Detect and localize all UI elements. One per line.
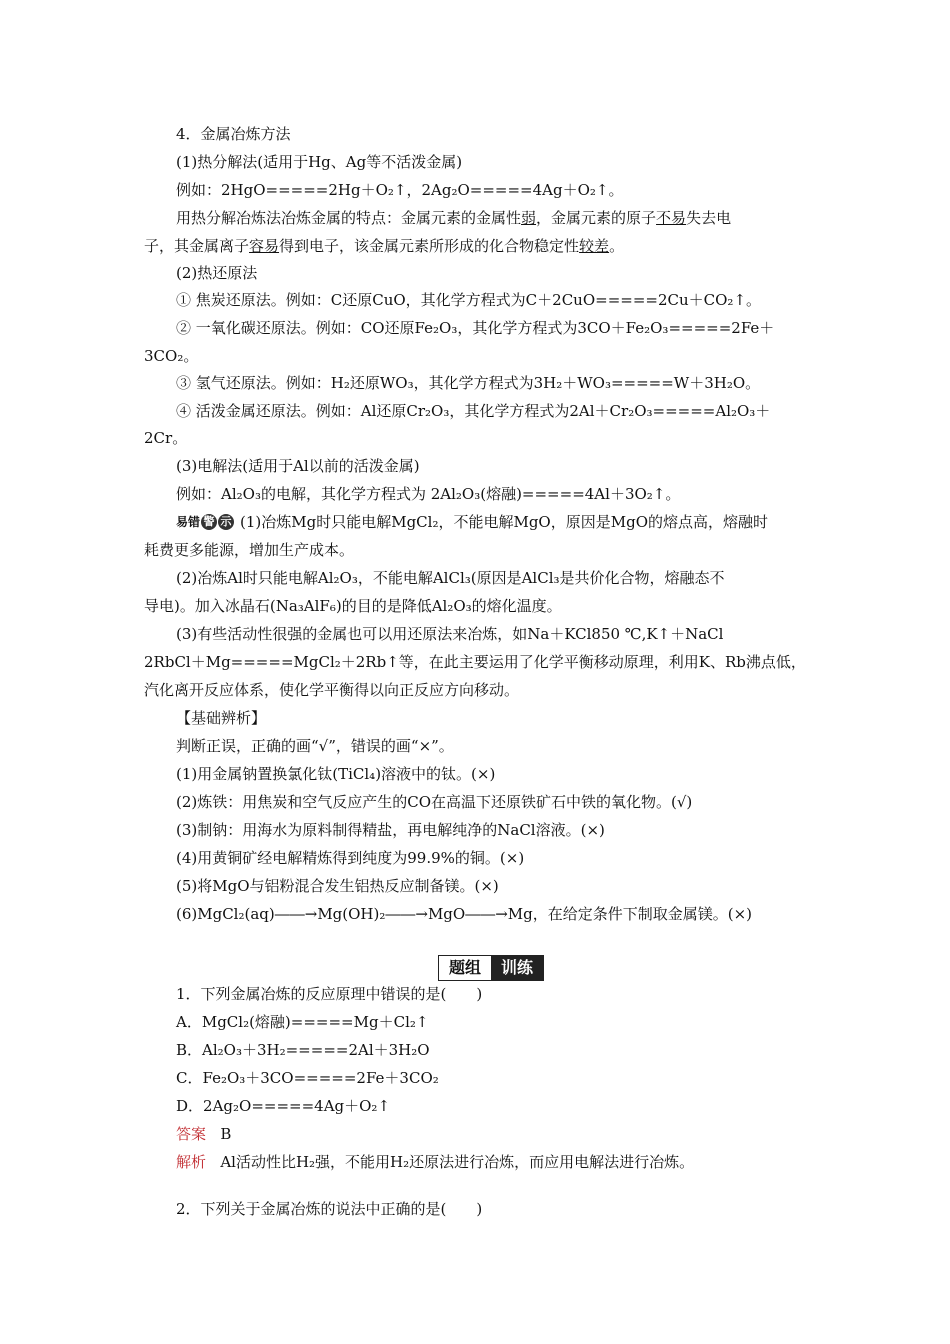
reduction-hydrogen: ③ 氢气还原法。例如：H₂还原WO₃，其化学方程式为3H₂＋WO₃=====W＋3H₂O。	[176, 374, 761, 392]
basic-analysis-title: 【基础辨析】	[176, 709, 267, 727]
analysis-label: 解析	[176, 1153, 207, 1171]
reduction-co-line-2: 3CO₂。	[144, 347, 199, 365]
exercise-banner	[438, 955, 544, 981]
question-1-answer	[176, 1124, 231, 1144]
electrolysis-example: 例如：Al₂O₃的电解，其化学方程式为 2Al₂O₃(熔融)=====4Al＋3O₂↑。	[176, 485, 681, 503]
reduction-active-metal-line-2: 2Cr。	[144, 429, 188, 447]
question-1-option-a: A．MgCl₂(熔融)=====Mg＋Cl₂↑	[176, 1013, 429, 1031]
subheading-electrolysis: (3)电解法(适用于Al以前的活泼金属)	[176, 457, 420, 475]
analysis-text: Al活动性比H₂强，不能用H₂还原法进行冶炼，而应用电解法进行冶炼。	[220, 1153, 695, 1171]
subheading-thermal-reduction: (2)热还原法	[176, 264, 258, 282]
section-title: 4．金属冶炼方法	[176, 125, 291, 143]
answer-label: 答案	[176, 1125, 207, 1143]
reduction-active-metal-line-1: ④ 活泼金属还原法。例如：Al还原Cr₂O₃，其化学方程式为2Al＋Cr₂O₃=====Al₂O₃＋	[176, 402, 771, 420]
subheading-thermal-decomposition: (1)热分解法(适用于Hg、Ag等不活泼金属)	[176, 153, 463, 171]
basic-item: (3)制钠：用海水为原料制得精盐，再电解纯净的NaCl溶液。(×)	[176, 821, 605, 839]
warning-line-4: 导电)。加入冰晶石(Na₃AlF₆)的目的是降低Al₂O₃的熔化温度。	[144, 597, 562, 615]
feature-line-1: 用热分解冶炼法冶炼金属的特点：金属元素的金属性弱，金属元素的原子不易失去电	[176, 209, 732, 227]
reduction-co-line-1: ② 一氧化碳还原法。例如：CO还原Fe₂O₃，其化学方程式为3CO＋Fe₂O₃=====2Fe＋	[176, 319, 775, 337]
basic-item: (4)用黄铜矿经电解精炼得到纯度为99.9%的铜。(×)	[176, 849, 525, 867]
question-1-option-b: B．Al₂O₃＋3H₂=====2Al＋3H₂O	[176, 1041, 430, 1059]
basic-instruction: 判断正误，正确的画“√”，错误的画“×”。	[176, 737, 454, 755]
question-1-option-c: C．Fe₂O₃＋3CO=====2Fe＋3CO₂	[176, 1069, 439, 1087]
reduction-carbon: ① 焦炭还原法。例如：C还原CuO，其化学方程式为C＋2CuO=====2Cu＋CO₂↑。	[176, 291, 762, 309]
warning-circle-icon: 警	[201, 514, 217, 530]
blank-answer: 不易	[656, 209, 687, 227]
feature-line-2: 子，其金属离子容易得到电子，该金属元素所形成的化合物稳定性较差。	[144, 237, 625, 255]
basic-item: (6)MgCl₂(aq)――→Mg(OH)₂――→MgO――→Mg，在给定条件下制取金属镁。(×)	[176, 905, 752, 923]
warning-line-5: (3)有些活动性很强的金属也可以用还原法来冶炼，如Na＋KCl850 ℃,K↑＋NaCl	[176, 625, 724, 643]
answer-value: B	[220, 1125, 232, 1143]
basic-item: (2)炼铁：用焦炭和空气反应产生的CO在高温下还原铁矿石中铁的氧化物。(√)	[176, 793, 693, 811]
blank-answer: 弱	[521, 209, 537, 227]
warning-line-6: 2RbCl＋Mg=====MgCl₂＋2Rb↑等，在此主要运用了化学平衡移动原理，利用K、Rb沸点低，	[144, 653, 806, 671]
warning-line-2: 耗费更多能源，增加生产成本。	[144, 541, 355, 559]
warning-badge: 易错 警 示	[176, 512, 234, 532]
question-1-stem: 1．下列金属冶炼的反应原理中错误的是( )	[176, 985, 483, 1003]
warning-line-1: 易错 警 示 (1)冶炼Mg时只能电解MgCl₂，不能电解MgO，原因是MgO的熔点高，熔融时	[176, 513, 768, 531]
blank-answer: 容易	[249, 237, 280, 255]
question-1-option-d: D．2Ag₂O=====4Ag＋O₂↑	[176, 1097, 391, 1115]
banner-left: 题组	[448, 958, 481, 977]
warning-line-3: (2)冶炼Al时只能电解Al₂O₃，不能电解AlCl₃(原因是AlCl₃是共价化合物，熔融态不	[176, 569, 725, 587]
warning-line-7: 汽化离开反应体系，使化学平衡得以向正反应方向移动。	[144, 681, 520, 699]
blank-answer: 较差	[579, 237, 610, 255]
question-1-analysis	[176, 1152, 694, 1172]
warning-circle-icon: 示	[218, 514, 234, 530]
question-2-stem: 2．下列关于金属冶炼的说法中正确的是( )	[176, 1200, 483, 1218]
basic-item: (1)用金属钠置换氯化钛(TiCl₄)溶液中的钛。(×)	[176, 765, 496, 783]
example-line: 例如：2HgO=====2Hg＋O₂↑，2Ag₂O=====4Ag＋O₂↑。	[176, 181, 624, 199]
banner-right: 训练	[491, 956, 543, 980]
basic-item: (5)将MgO与铝粉混合发生铝热反应制备镁。(×)	[176, 877, 499, 895]
